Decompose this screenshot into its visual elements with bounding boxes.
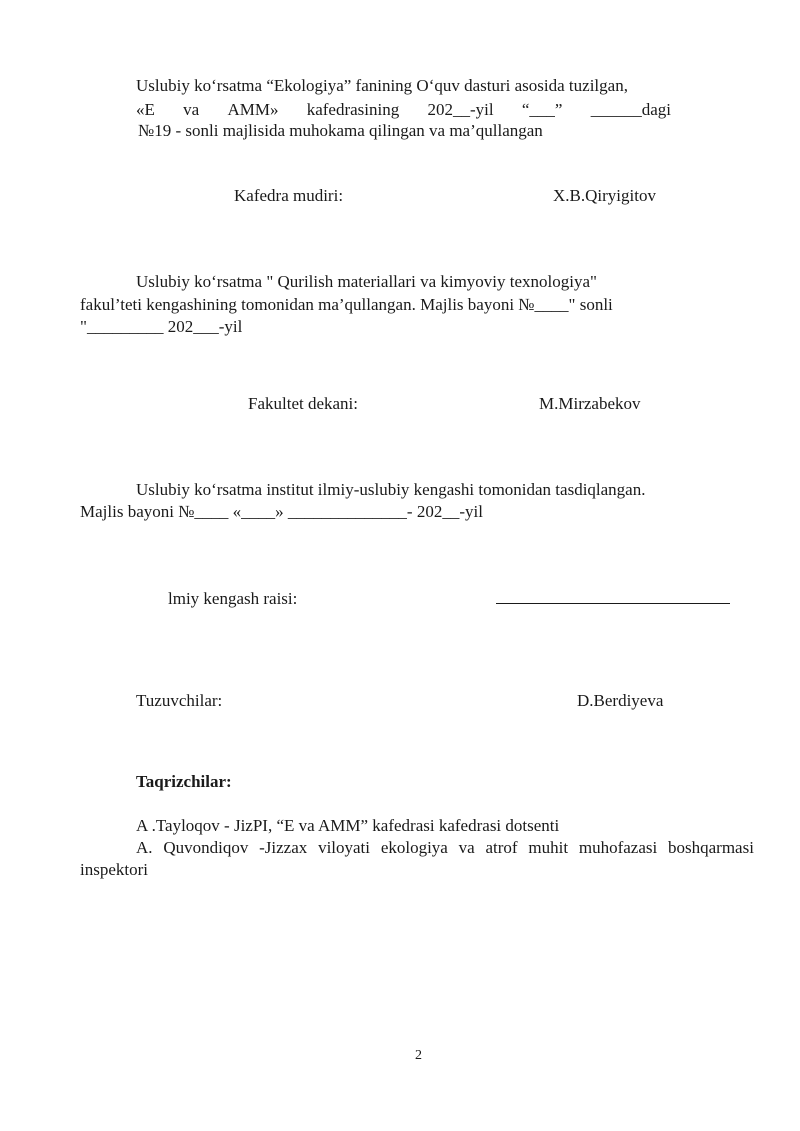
fakultet-text-line-2: fakul’teti kengashining tomonidan ma’qullangan. Majlis bayoni №____" sonli <box>80 295 613 314</box>
reviewer-2-word: Quvondiqov <box>163 838 249 857</box>
kafedra-word: 202__-yil <box>427 100 494 119</box>
kafedra-text-line-2 <box>136 101 671 118</box>
reviewer-2-word: ekologiya <box>380 838 448 857</box>
reviewer-2-word: muhit <box>528 838 569 857</box>
kafedra-text-line-3: №19 - sonli majlisida muhokama qilingan va ma’qullangan <box>138 121 543 140</box>
fakultet-dean-name: M.Mirzabekov <box>539 394 641 413</box>
kafedra-word: “___” <box>521 100 563 119</box>
reviewer-2-word: viloyati <box>318 838 371 857</box>
kafedra-role-label: Kafedra mudiri: <box>234 186 344 205</box>
fakultet-text-line-1: Uslubiy ko‘rsatma " Qurilish materiallari va kimyoviy texnologiya" <box>136 272 597 291</box>
fakultet-text-line-3: "_________ 202___-yil <box>80 317 243 336</box>
taqrizchilar-heading: Taqrizchilar: <box>136 772 232 791</box>
tuzuvchilar-label: Tuzuvchilar: <box>136 691 223 710</box>
kafedra-text-line-1: Uslubiy ko‘rsatma “Ekologiya” fanining O‘quv dasturi asosida tuzilgan, <box>136 76 628 95</box>
fakultet-role-label: Fakultet dekani: <box>248 394 359 413</box>
institut-text-line-1: Uslubiy ko‘rsatma institut ilmiy-uslubiy kengashi tomonidan tasdiqlangan. <box>136 480 646 499</box>
tuzuvchilar-name: D.Berdiyeva <box>577 691 664 710</box>
reviewer-2-continuation: inspektori <box>80 860 148 879</box>
kafedra-word: «E <box>136 100 155 119</box>
institut-text-line-2: Majlis bayoni №____ «____» ______________- 202__-yil <box>80 502 483 521</box>
reviewer-1: A .Tayloqov - JizPI, “E va AMM” kafedrasi kafedrasi dotsenti <box>136 816 560 835</box>
kafedra-head-name: X.B.Qiryigitov <box>553 186 656 205</box>
reviewer-2-word: boshqarmasi <box>668 838 754 857</box>
reviewer-2-word: -Jizzax <box>259 838 308 857</box>
kafedra-word: kafedrasining <box>306 100 400 119</box>
reviewer-2-word: atrof <box>485 838 518 857</box>
signature-line <box>496 603 730 604</box>
reviewer-2 <box>136 839 754 856</box>
kafedra-word: va <box>183 100 200 119</box>
page-number: 2 <box>415 1048 422 1063</box>
reviewer-2-word: muhofazasi <box>578 838 658 857</box>
kafedra-word: AMM» <box>227 100 279 119</box>
reviewer-2-word: va <box>458 838 475 857</box>
kafedra-word: ______dagi <box>590 100 671 119</box>
reviewer-2-word: A. <box>136 838 153 857</box>
institut-role-label: lmiy kengash raisi: <box>168 589 298 608</box>
